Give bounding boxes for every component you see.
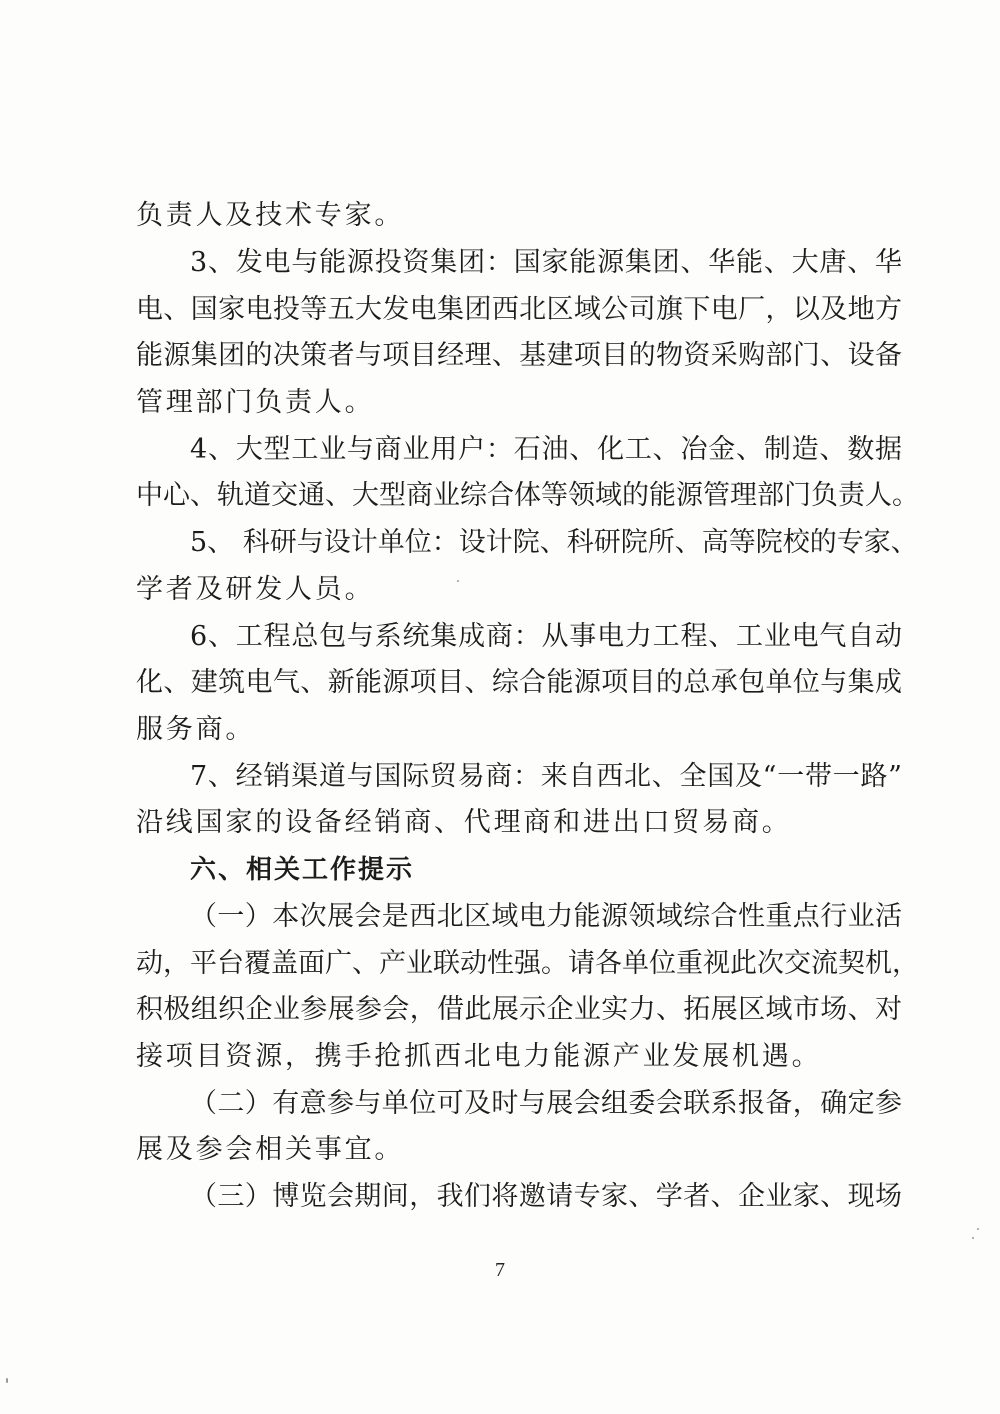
scan-speck (977, 1228, 979, 1230)
text-line: 5、 科研与设计单位：设计院、科研院所、高等院校的专家、 (190, 527, 918, 558)
text-line: 7、经销渠道与国际贸易商：来自西北、全国及“一带一路” (190, 761, 902, 792)
text-line: 中心、轨道交通、大型商业综合体等领域的能源管理部门负责人。 (136, 480, 919, 511)
text-line: 3、发电与能源投资集团：国家能源集团、华能、大唐、华 (190, 247, 902, 278)
text-line: （二）有意参与单位可及时与展会组委会联系报备，确定参 (190, 1088, 902, 1119)
scan-speck (457, 580, 459, 582)
text-line: （一）本次展会是西北区域电力能源领域综合性重点行业活 (190, 901, 902, 932)
scan-speck (6, 1378, 8, 1383)
text-line: 管理部门负责人。 (136, 387, 375, 418)
text-line: 电、国家电投等五大发电集团西北区域公司旗下电厂，以及地方 (136, 294, 902, 325)
text-line: 负责人及技术专家。 (136, 200, 405, 231)
text-line: 化、建筑电气、新能源项目、综合能源项目的总承包单位与集成 (136, 667, 902, 698)
page-number: 7 (495, 1259, 505, 1281)
text-line: 6、工程总包与系统集成商：从事电力工程、工业电气自动 (190, 621, 902, 652)
text-line: 能源集团的决策者与项目经理、基建项目的物资采购部门、设备 (136, 340, 902, 371)
text-line: 积极组织企业参展参会，借此展示企业实力、拓展区域市场、对 (136, 994, 902, 1025)
scan-speck (972, 1237, 974, 1239)
section-heading: 六、相关工作提示 (190, 855, 415, 885)
text-line: 沿线国家的设备经销商、代理商和进出口贸易商。 (136, 807, 792, 838)
text-line: 动，平台覆盖面广、产业联动性强。请各单位重视此次交流契机， (136, 948, 919, 979)
text-line: 服务商。 (136, 714, 256, 745)
text-line: 展及参会相关事宜。 (136, 1134, 405, 1165)
text-line: 学者及研发人员。 (136, 574, 375, 605)
text-line: 4、大型工业与商业用户：石油、化工、冶金、制造、数据 (190, 434, 902, 465)
text-line: （三）博览会期间，我们将邀请专家、学者、企业家、现场 (190, 1181, 902, 1212)
text-line: 接项目资源，携手抢抓西北电力能源产业发展机遇。 (136, 1041, 822, 1072)
